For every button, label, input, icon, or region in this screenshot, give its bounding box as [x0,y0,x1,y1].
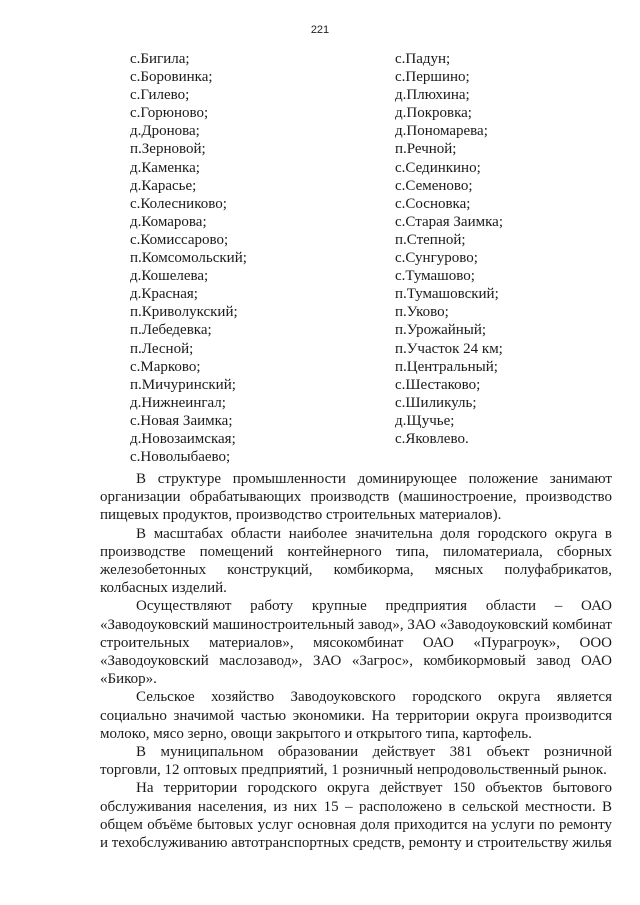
list-item: с.Сосновка; [395,195,471,212]
list-item: п.Комсомольский; [130,250,247,267]
list-item: с.Семеново; [395,177,473,194]
list-item: с.Першино; [395,69,470,86]
list-item: д.Пономарева; [395,123,488,140]
list-item: д.Комарова; [130,213,207,230]
list-item: д.Карасье; [130,177,197,194]
list-item: с.Новолыбаево; [130,449,231,466]
list-item: п.Степной; [395,231,466,248]
list-item: д.Кошелева; [130,268,209,285]
list-item: с.Бигила; [130,51,190,67]
list-item: д.Новозаимская; [130,430,236,447]
list-item: с.Шиликуль; [395,394,477,411]
list-item: п.Центральный; [395,358,498,375]
list-item: с.Шестаково; [395,376,481,393]
list-item: п.Лесной; [130,340,194,357]
settlement-list-right [395,50,503,448]
list-item: д.Покровка; [395,105,472,122]
list-item: д.Нижнеингал; [130,394,226,411]
list-item: с.Новая Заимка; [130,412,233,429]
list-item: с.Марково; [130,358,201,375]
list-item: с.Горюново; [130,105,209,122]
paragraph-consumer-services: На территории городского округа действует 150 объектов бытового обслуживания населения, из них 15 – расположено в сельской местности. В общем объёме бытовых услуг основная доля приходится на услуги по ремонту и техобслуживанию автотранспортных средств, ремонту и строительству жилья [100,780,612,852]
list-item: п.Зерновой; [130,141,206,158]
list-item: д.Плюхина; [395,87,470,104]
body-text [100,470,612,852]
list-item: с.Боровинка; [130,69,213,86]
paragraph-regional-share: В масштабах области наиболее значительна доля городского округа в производстве помещений контейнерного типа, пиломатериала, сборных железобетонных конструкций, комбикорма, мясных полуфабрикатов, колбасных изделий. [100,525,612,597]
list-item: с.Старая Заимка; [395,213,503,230]
list-item: п.Речной; [395,141,457,158]
list-item: п.Криволукский; [130,304,238,321]
page-number: 221 [310,24,330,36]
list-item: п.Мичуринский; [130,376,236,393]
settlement-list-left [130,50,247,466]
list-item: д.Красная; [130,286,198,303]
list-item: п.Тумашовский; [395,286,499,303]
list-item: п.Лебедевка; [130,322,212,339]
list-item: с.Сунгурово; [395,250,478,267]
list-item: п.Уково; [395,304,449,321]
list-item: с.Гилево; [130,87,190,104]
list-item: д.Щучье; [395,412,455,429]
paragraph-major-enterprises: Осуществляют работу крупные предприятия области – ОАО «Заводоуковский машиностроительный завод», ЗАО «Заводоуковский комбинат строительных материалов», мясокомбинат ОАО «Пурагроук», ООО «Заводоуковский маслозавод», ЗАО «Загрос», комбикормовый завод ОАО «Бикор». [100,598,612,688]
paragraph-retail: В муниципальном образовании действует 381 объект розничной торговли, 12 оптовых предприятий, 1 розничный непродовольственный рынок. [100,744,612,779]
list-item: п.Урожайный; [395,322,487,339]
list-item: с.Тумашово; [395,268,475,285]
list-item: д.Каменка; [130,159,200,176]
list-item: с.Падун; [395,51,451,67]
paragraph-industry-structure: В структуре промышленности доминирующее положение занимают организации обрабатывающих производств (машиностроение, производство пищевых продуктов, производство строительных материалов). [100,471,612,524]
paragraph-agriculture: Сельское хозяйство Заводоуковского городского округа является социально значимой частью экономики. На территории округа производится молоко, мясо зерно, овощи закрытого и открытого типа, картофель. [100,689,612,742]
list-item: с.Комиссарово; [130,231,229,248]
list-item: с.Яковлево. [395,430,469,447]
list-item: д.Дронова; [130,123,200,140]
list-item: п.Участок 24 км; [395,340,503,357]
list-item: с.Колесниково; [130,195,227,212]
list-item: с.Сединкино; [395,159,481,176]
